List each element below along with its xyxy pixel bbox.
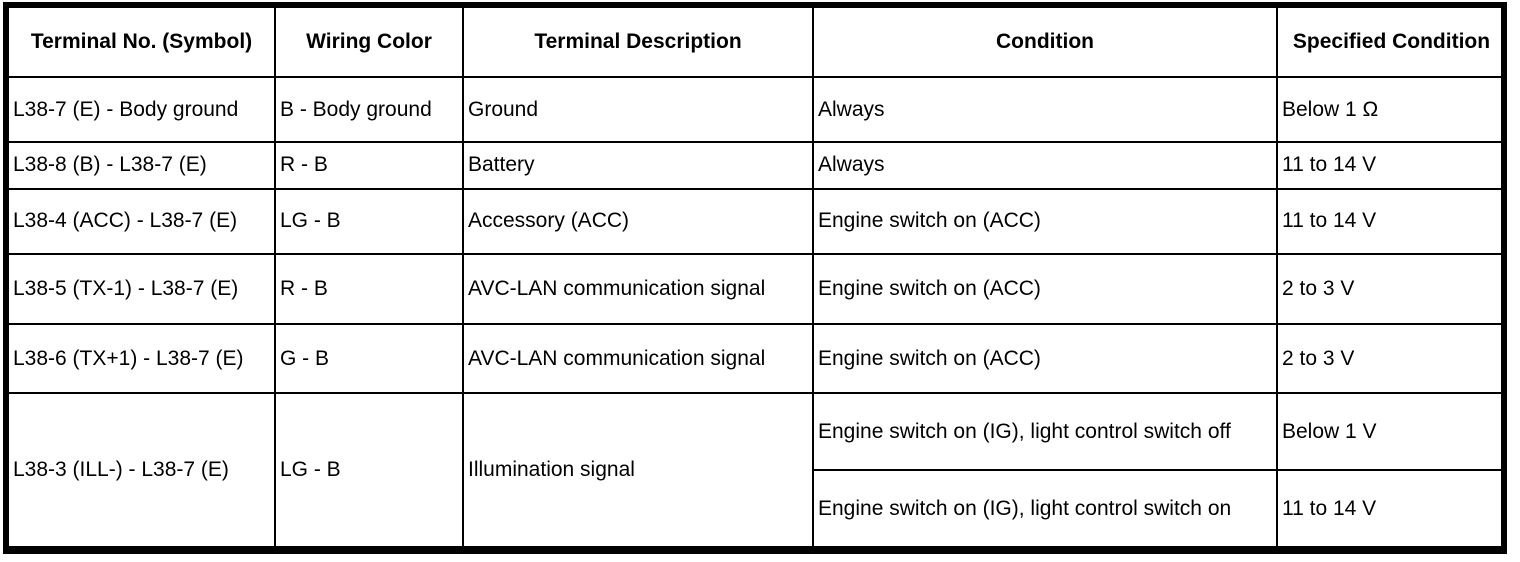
cell-specified: 11 to 14 V: [1277, 142, 1506, 189]
cell-description: Battery: [463, 142, 813, 189]
cell-wiring: LG - B: [275, 189, 463, 254]
cell-wiring: G - B: [275, 324, 463, 394]
terminal-table: [7, 6, 1507, 548]
cell-wiring: R - B: [275, 254, 463, 324]
cell-specified: 2 to 3 V: [1277, 324, 1506, 394]
cell-description: Illumination signal: [463, 393, 813, 547]
cell-specified: Below 1 V: [1277, 393, 1506, 470]
header-condition: Condition: [813, 7, 1277, 77]
cell-wiring: B - Body ground: [275, 77, 463, 142]
cell-specified: Below 1 Ω: [1277, 77, 1506, 142]
table-row: [8, 142, 1506, 189]
cell-condition: Engine switch on (IG), light control switch off: [813, 393, 1277, 470]
cell-condition: Engine switch on (ACC): [813, 189, 1277, 254]
header-terminal-description: Terminal Description: [463, 7, 813, 77]
cell-description: Accessory (ACC): [463, 189, 813, 254]
cell-wiring: R - B: [275, 142, 463, 189]
cell-terminal: L38-3 (ILL-) - L38-7 (E): [8, 393, 275, 547]
cell-condition: Engine switch on (IG), light control switch on: [813, 470, 1277, 547]
table-row: [8, 77, 1506, 142]
table-row: [8, 254, 1506, 324]
cell-wiring: LG - B: [275, 393, 463, 547]
cell-condition: Always: [813, 142, 1277, 189]
cell-description: AVC-LAN communication signal: [463, 324, 813, 394]
terminal-table-frame: [3, 2, 1507, 554]
cell-description: Ground: [463, 77, 813, 142]
cell-terminal: L38-5 (TX-1) - L38-7 (E): [8, 254, 275, 324]
cell-specified: 11 to 14 V: [1277, 189, 1506, 254]
table-row: [8, 189, 1506, 254]
table-row: [8, 393, 1506, 470]
cell-terminal: L38-8 (B) - L38-7 (E): [8, 142, 275, 189]
cell-description: AVC-LAN communication signal: [463, 254, 813, 324]
cell-condition: Engine switch on (ACC): [813, 324, 1277, 394]
table-header-row: [8, 7, 1506, 77]
cell-terminal: L38-6 (TX+1) - L38-7 (E): [8, 324, 275, 394]
header-terminal: Terminal No. (Symbol): [8, 7, 275, 77]
cell-condition: Always: [813, 77, 1277, 142]
cell-terminal: L38-4 (ACC) - L38-7 (E): [8, 189, 275, 254]
cell-terminal: L38-7 (E) - Body ground: [8, 77, 275, 142]
table-row: [8, 324, 1506, 394]
cell-condition: Engine switch on (ACC): [813, 254, 1277, 324]
cell-specified: 2 to 3 V: [1277, 254, 1506, 324]
cell-specified: 11 to 14 V: [1277, 470, 1506, 547]
header-specified-condition: Specified Condition: [1277, 7, 1506, 77]
header-wiring-color: Wiring Color: [275, 7, 463, 77]
